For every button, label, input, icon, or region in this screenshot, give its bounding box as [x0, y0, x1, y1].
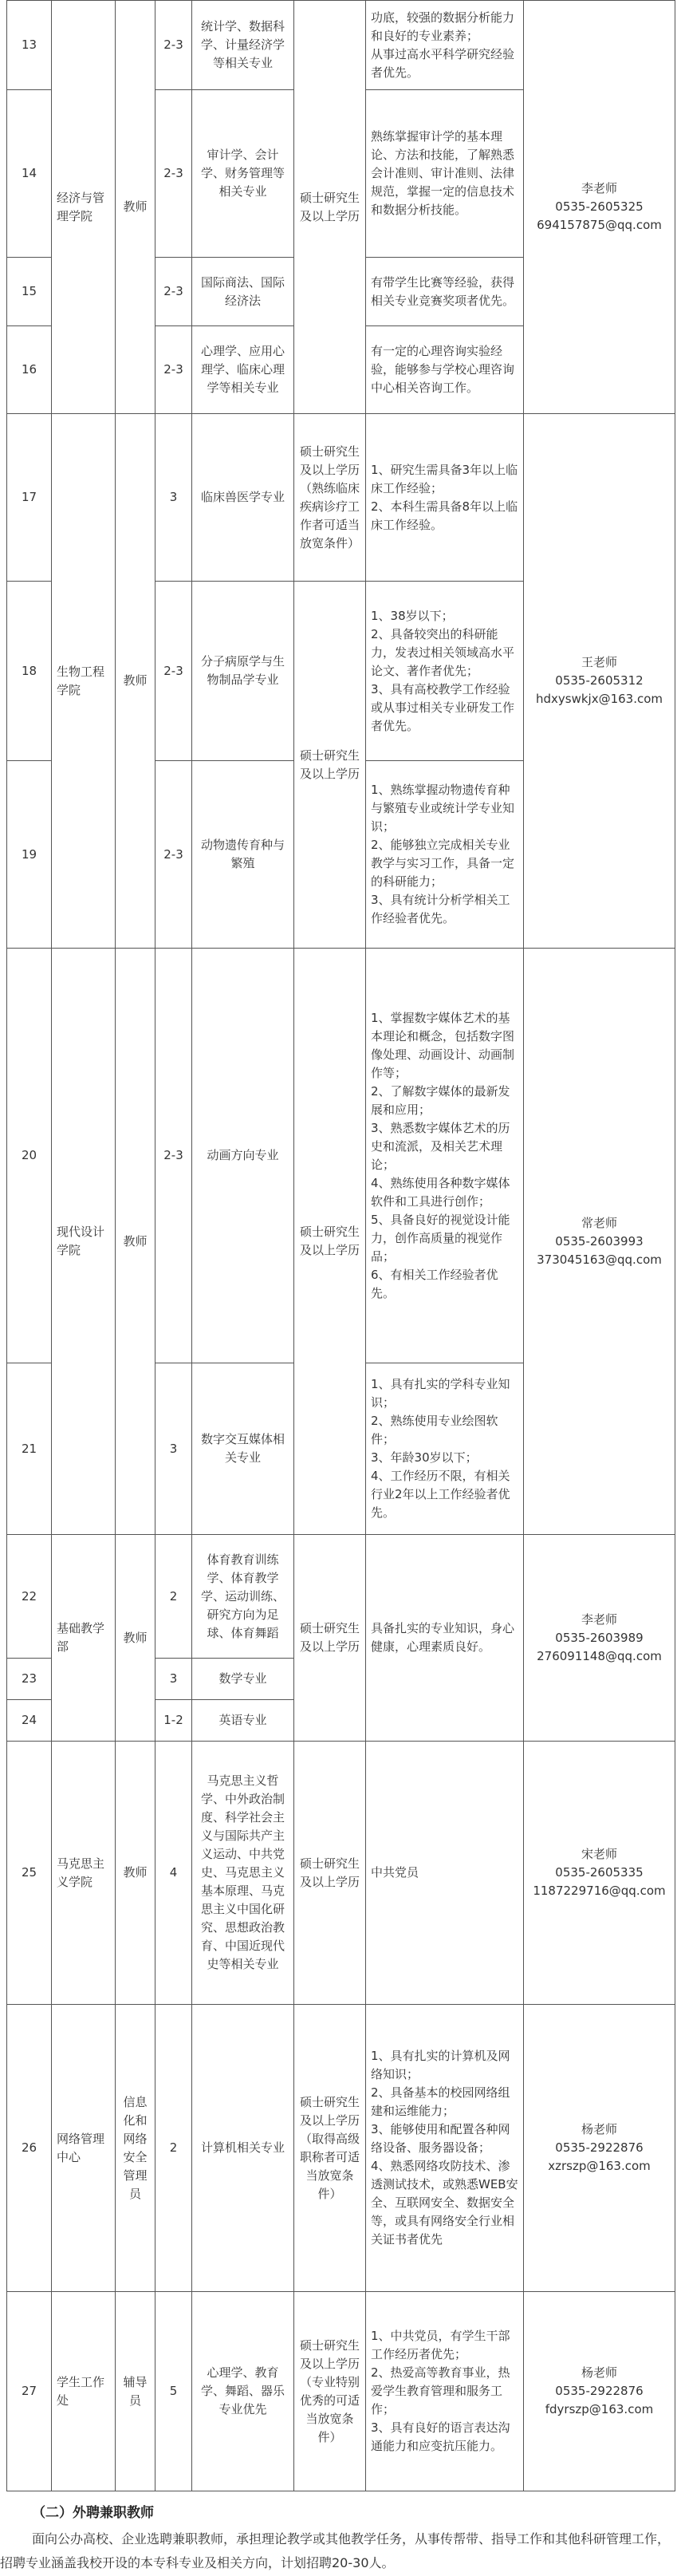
post-cell: 教师	[116, 1535, 155, 1742]
row-number: 23	[7, 1659, 52, 1700]
major-cell: 分子病原学与生物制品学专业	[192, 582, 294, 761]
headcount-cell: 3	[155, 1363, 192, 1535]
major-cell: 临床兽医学专业	[192, 414, 294, 582]
headcount-cell: 5	[155, 2292, 192, 2491]
headcount-cell: 3	[155, 414, 192, 582]
unit-cell: 马克思主义学院	[52, 1742, 116, 2005]
table-row	[7, 2292, 675, 2491]
row-number: 20	[7, 949, 52, 1363]
row-number: 15	[7, 258, 52, 326]
post-cell: 信息化和网络安全管理员	[116, 2005, 155, 2292]
requirement-cell: 有带学生比赛等经验，获得相关专业竞赛奖项者优先。	[366, 258, 524, 326]
major-cell: 统计学、数据科学、计量经济学等相关专业	[192, 1, 294, 90]
major-cell: 动物遗传育种与繁殖	[192, 761, 294, 949]
headcount-cell: 2	[155, 1535, 192, 1659]
row-number: 26	[7, 2005, 52, 2292]
education-cell: 硕士研究生及以上学历	[294, 1, 366, 414]
section-heading: （二）外聘兼职教师	[32, 2505, 154, 2521]
headcount-cell: 4	[155, 1742, 192, 2005]
major-cell: 数学专业	[192, 1659, 294, 1700]
major-cell: 心理学、应用心理学、临床心理学等相关专业	[192, 326, 294, 414]
major-cell: 马克思主义哲学、中外政治制度、科学社会主义与国际共产主义运动、中共党史、马克思主义基本原理、马克思主义中国化研究、思想政治教育、中国近现代史等相关专业	[192, 1742, 294, 2005]
requirement-cell: 中共党员	[366, 1742, 524, 2005]
post-cell: 教师	[116, 1742, 155, 2005]
row-number: 14	[7, 90, 52, 258]
headcount-cell: 2-3	[155, 761, 192, 949]
headcount-cell: 2-3	[155, 582, 192, 761]
unit-cell: 经济与管理学院	[52, 1, 116, 414]
education-cell: 硕士研究生及以上学历（取得高级职称者可适当放宽条件）	[294, 2005, 366, 2292]
recruitment-table	[6, 0, 675, 2491]
headcount-cell: 2-3	[155, 949, 192, 1363]
major-cell: 英语专业	[192, 1700, 294, 1742]
row-number: 18	[7, 582, 52, 761]
post-cell: 辅导员	[116, 2292, 155, 2491]
post-cell: 教师	[116, 949, 155, 1535]
row-number: 19	[7, 761, 52, 949]
row-number: 22	[7, 1535, 52, 1659]
contact-cell: 李老师 0535-2605325 694157875@qq.com	[524, 1, 675, 414]
education-cell: 硕士研究生及以上学历（熟练临床疾病诊疗工作者可适当放宽条件）	[294, 414, 366, 582]
education-cell: 硕士研究生及以上学历（专业特别优秀的可适当放宽条件）	[294, 2292, 366, 2491]
unit-cell: 生物工程学院	[52, 414, 116, 949]
headcount-cell: 3	[155, 1659, 192, 1700]
table-row	[7, 949, 675, 1363]
requirement-cell: 熟练掌握审计学的基本理论、方法和技能，了解熟悉会计准则、审计准则、法律规范，掌握一定的信息技术和数据分析技能。	[366, 90, 524, 258]
major-cell: 体育教育训练学、体育教学学、运动训练、研究方向为足球、体育舞蹈	[192, 1535, 294, 1659]
section-paragraph: 面向公办高校、企业选聘兼职教师，承担理论教学或其他教学任务，从事传帮带、指导工作和其他科研管理工作，招聘专业涵盖我校开设的本专科专业及相关方向，计划招聘20-30人。	[0, 2531, 671, 2570]
headcount-cell: 2	[155, 2005, 192, 2292]
contact-cell: 王老师 0535-2605312 hdxyswkjx@163.com	[524, 414, 675, 949]
requirement-cell: 具备扎实的专业知识，身心健康，心理素质良好。	[366, 1535, 524, 1742]
education-cell: 硕士研究生及以上学历	[294, 949, 366, 1535]
unit-cell: 学生工作处	[52, 2292, 116, 2491]
post-cell: 教师	[116, 1, 155, 414]
table-row	[7, 2005, 675, 2292]
contact-cell: 杨老师 0535-2922876 fdyrszp@163.com	[524, 2292, 675, 2491]
requirement-cell: 功底，较强的数据分析能力和良好的专业素养； 从事过高水平科学研究经验者优先。	[366, 1, 524, 90]
requirement-cell: 1、研究生需具备3年以上临床工作经验； 2、本科生需具备8年以上临床工作经验。	[366, 414, 524, 582]
requirement-cell: 1、具有扎实的学科专业知识； 2、熟练使用专业绘图软件； 3、年龄30岁以下； 4、工作经历不限，有相关行业2年以上工作经验者优先。	[366, 1363, 524, 1535]
major-cell: 计算机相关专业	[192, 2005, 294, 2292]
row-number: 17	[7, 414, 52, 582]
major-cell: 审计学、会计学、财务管理等相关专业	[192, 90, 294, 258]
requirement-cell: 1、38岁以下； 2、具备较突出的科研能力，发表过相关领域高水平论文、著作者优先； 3、具有高校教学工作经验或从事过相关专业研发工作者优先。	[366, 582, 524, 761]
requirement-cell: 1、熟练掌握动物遗传育种与繁殖专业或统计学专业知识； 2、能够独立完成相关专业教学与实习工作，具备一定的科研能力； 3、具有统计分析学相关工作经验者优先。	[366, 761, 524, 949]
table-row	[7, 414, 675, 582]
row-number: 24	[7, 1700, 52, 1742]
row-number: 16	[7, 326, 52, 414]
headcount-cell: 1-2	[155, 1700, 192, 1742]
table-row	[7, 1742, 675, 2005]
requirement-cell: 1、掌握数字媒体艺术的基本理论和概念，包括数字图像处理、动画设计、动画制作等； 2、了解数字媒体的最新发展和应用； 3、熟悉数字媒体艺术的历史和流派，及相关艺术理论； 4、熟练使用各种数字媒体软件和工具进行创作； 5、具备良好的视觉设计能力，创作高质量的视觉作品； 6、有相关工作经验者优先。	[366, 949, 524, 1363]
education-cell: 硕士研究生及以上学历	[294, 1742, 366, 2005]
row-number: 27	[7, 2292, 52, 2491]
major-cell: 国际商法、国际经济法	[192, 258, 294, 326]
requirement-cell: 1、具有扎实的计算机及网络知识； 2、具备基本的校园网络组建和运维能力； 3、能够使用和配置各种网络设备、服务器设备； 4、熟悉网络攻防技术、渗透测试技术，或熟悉WEB安全、互联网安全、数据安全等，或具有网络安全行业相关证书者优先	[366, 2005, 524, 2292]
contact-cell: 宋老师 0535-2605335 1187229716@qq.com	[524, 1742, 675, 2005]
education-cell: 硕士研究生及以上学历	[294, 582, 366, 949]
contact-cell: 常老师 0535-2603993 373045163@qq.com	[524, 949, 675, 1535]
requirement-cell: 有一定的心理咨询实验经验，能够参与学校心理咨询中心相关咨询工作。	[366, 326, 524, 414]
education-cell: 硕士研究生及以上学历	[294, 1535, 366, 1742]
row-number: 13	[7, 1, 52, 90]
major-cell: 数字交互媒体相关专业	[192, 1363, 294, 1535]
unit-cell: 网络管理中心	[52, 2005, 116, 2292]
headcount-cell: 2-3	[155, 258, 192, 326]
table-row	[7, 1535, 675, 1659]
row-number: 21	[7, 1363, 52, 1535]
major-cell: 心理学、教育学、舞蹈、器乐专业优先	[192, 2292, 294, 2491]
row-number: 25	[7, 1742, 52, 2005]
headcount-cell: 2-3	[155, 326, 192, 414]
headcount-cell: 2-3	[155, 1, 192, 90]
post-cell: 教师	[116, 414, 155, 949]
table-row	[7, 1, 675, 90]
requirement-cell: 1、中共党员，有学生干部工作经历者优先； 2、热爱高等教育事业，热爱学生教育管理和服务工作； 3、具有良好的语言表达沟通能力和应变抗压能力。	[366, 2292, 524, 2491]
headcount-cell: 2-3	[155, 90, 192, 258]
major-cell: 动画方向专业	[192, 949, 294, 1363]
unit-cell: 现代设计学院	[52, 949, 116, 1535]
contact-cell: 杨老师 0535-2922876 xzrszp@163.com	[524, 2005, 675, 2292]
unit-cell: 基础教学部	[52, 1535, 116, 1742]
contact-cell: 李老师 0535-2603989 276091148@qq.com	[524, 1535, 675, 1742]
